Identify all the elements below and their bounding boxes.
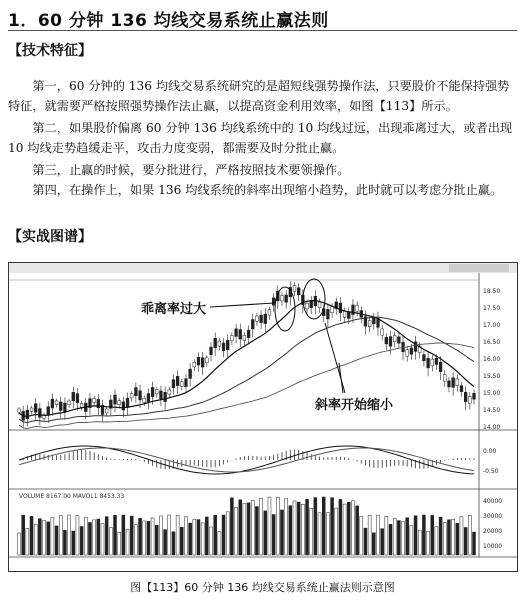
volume-bar [272,515,275,555]
volume-bar [322,497,325,555]
volume-axis-label: 20000 [483,528,503,535]
candle-body [310,301,313,308]
candle-body [122,402,125,410]
volume-bar [72,531,75,555]
volume-bar [243,503,246,555]
volume-panel [18,497,476,555]
stock-chart [8,262,518,572]
candle-body [297,288,300,295]
candle-body [272,298,275,305]
volume-bar [180,527,183,555]
candle-body [38,409,41,418]
volume-bar [331,498,334,555]
candle-body [201,358,204,367]
volume-bar [22,515,25,555]
candle-body [105,409,108,413]
annotation-slope: 斜率开始缩小 [315,398,394,413]
volume-bar [68,515,71,555]
candle-body [285,295,288,302]
candle-body [385,337,388,344]
volume-bar [456,523,459,555]
candle-body [239,330,242,339]
candle-body [397,337,400,343]
page-heading [8,6,329,31]
candle-body [435,358,438,364]
candle-body [326,309,329,319]
candle-body [222,343,225,351]
macd-panel [19,446,474,474]
volume-bar [26,528,29,555]
section-features-heading: 【技术特征】 [8,43,92,59]
candle-body [264,314,267,323]
candle-body [243,335,246,340]
volume-bar [164,530,167,555]
volume-bar [385,516,388,555]
volume-bar [372,533,375,555]
volume-bar [63,530,66,555]
candle-body [439,362,442,372]
candle-body [205,358,208,363]
volume-axis-label: 40000 [483,498,503,505]
candle-body [143,398,146,402]
heading-title: 60 分钟 136 均线交易系统止赢法则 [37,11,329,31]
candle-body [34,404,37,413]
volume-bar [230,498,233,555]
macd-axis-label: 0.00 [483,448,497,455]
volume-bar [389,524,392,555]
volume-bar [122,515,125,555]
paragraph-3: 第三，止赢的时候，要分批进行，严格按照技术要领操作。 [32,163,350,177]
volume-bar [197,520,200,555]
volume-bar [214,515,217,555]
candle-body [197,357,200,365]
volume-bar [118,532,121,555]
volume-bar [347,502,350,555]
volume-bar [247,503,250,555]
candle-body [214,338,217,347]
volume-bar [343,504,346,555]
candle-body [51,399,54,408]
volume-bar [151,518,154,555]
candle-body [448,381,451,387]
volume-bar [43,520,46,555]
volume-bar [88,522,91,555]
volume-bar [360,516,363,555]
volume-bar [402,522,405,555]
volume-bar [314,498,317,555]
volume-bar [406,518,409,555]
volume-bar [260,498,263,555]
candle-body [372,317,375,324]
candle-body [114,395,117,404]
volume-bar [143,521,146,555]
candle-body [160,391,163,399]
ma10-line [19,301,474,417]
candle-body [306,303,309,309]
volume-bar [414,516,417,555]
volume-axis-label: 10000 [483,543,503,550]
volume-bar [376,515,379,555]
annotation-deviation: 乖离率过大 [141,302,207,317]
volume-bar [168,515,171,555]
price-axis-label: 15.00 [483,390,501,397]
candle-body [293,286,296,292]
volume-bar [443,523,446,555]
volume-bar [393,518,396,555]
price-axis-label: 16.00 [483,356,501,363]
volume-bar [473,532,476,555]
volume-bar [326,513,329,555]
volume-bar [139,518,142,555]
volume-bar [210,527,213,555]
paragraph-4: 第四，在操作上，如果 136 均线系统的斜率出现缩小趋势，此时就可以考虑分批止赢。 [32,183,503,197]
candle-body [230,336,233,341]
volume-bar [468,515,471,555]
candle-body [368,321,371,327]
candle-body [423,355,426,361]
price-panel [18,281,476,428]
volume-bar [193,519,196,555]
candle-body [410,348,413,354]
volume-bar [205,517,208,555]
volume-bar [189,523,192,555]
volume-bar [301,504,304,555]
volume-bar [251,500,254,555]
volume-bar [306,499,309,555]
candle-body [389,337,392,347]
stock-chart-svg [9,263,517,571]
volume-bar [222,515,225,555]
candle-body [247,330,250,338]
volume-bar [84,517,87,555]
price-axis-label: 15.50 [483,373,501,380]
candle-body [47,407,50,416]
deviation-arrow [210,303,274,307]
volume-bar [427,531,430,555]
volume-bar [130,516,133,555]
candle-body [68,401,71,405]
candle-body [452,378,455,388]
candle-body [139,391,142,400]
volume-bar [30,516,33,555]
candle-body [260,315,263,322]
paragraph-2: 第二，如果股价偏离 60 分钟 136 均线系统中的 10 均线过远，出现乖离过大，或者出现 10 均线走势趋缓走平，攻击力度变弱，都需要及时分批止赢。 [8,121,513,155]
price-axis-label: 17.00 [483,322,501,329]
candle-body [393,336,396,342]
candle-body [172,380,175,388]
candle-body [473,393,476,399]
volume-bar [297,502,300,555]
candle-body [130,394,133,398]
candle-body [126,398,129,407]
volume-bar [147,521,150,555]
candle-body [59,402,62,411]
volume-bar [38,519,41,555]
volume-bar [47,522,50,555]
price-axis-label: 17.50 [483,305,501,312]
candle-body [118,401,121,405]
volume-bar [80,527,83,555]
candle-body [468,397,471,404]
candle-body [193,362,196,367]
section-chart-heading: 【实战图谱】 [8,229,92,245]
volume-bar [280,510,283,555]
candle-body [93,399,96,403]
volume-bar [276,497,279,555]
volume-bar [356,506,359,555]
volume-bar [97,519,100,555]
candle-body [72,392,75,400]
candle-body [406,350,409,356]
volume-bar [368,515,371,555]
volume-bar [176,515,179,555]
volume-bar [422,515,425,555]
candle-body [155,389,158,393]
volume-bar [134,525,137,555]
candle-body [210,347,213,355]
candle-body [431,359,434,366]
candle-body [456,379,459,386]
candle-body [64,403,67,412]
candle-body [464,392,467,402]
candle-body [318,302,321,308]
heading-rule [8,30,517,31]
candle-body [189,369,192,378]
volume-bar [435,527,438,555]
heading-number: 1． [8,11,38,31]
candle-body [347,312,350,319]
candle-body [147,394,150,402]
volume-bar [255,507,258,555]
volume-bar [351,501,354,555]
volume-bar [172,532,175,555]
volume-bar [285,499,288,555]
candle-body [381,329,384,335]
candle-body [443,374,446,381]
volume-bar [55,526,58,555]
candle-body [256,316,259,321]
volume-bar [93,520,96,555]
volume-bar [126,529,129,555]
volume-bar [218,532,221,555]
volume-bar [264,511,267,555]
volume-bar [184,517,187,555]
volume-bar [464,527,467,555]
candle-body [331,307,334,313]
volume-bar [410,526,413,555]
candle-body [281,296,284,301]
volume-bar [109,528,112,555]
candle-body [356,305,359,311]
candle-body [460,386,463,392]
candle-body [235,329,238,337]
volume-bar [268,497,271,555]
axis-labels [483,288,502,550]
volume-bar [447,520,450,555]
candle-body [76,394,79,403]
price-axis-label: 14.50 [483,407,501,414]
volume-bar [105,517,108,555]
volume-bar [293,501,296,555]
macd-axis-label: -0.50 [483,468,499,475]
volume-axis-label: 30000 [483,513,503,520]
chart-toolbar-buttons [449,264,509,272]
volume-bar [335,508,338,555]
volume-bar [310,508,313,555]
candle-body [164,392,167,401]
volume-bar [76,516,79,555]
candle-body [176,376,179,385]
candle-body [134,388,137,396]
candle-body [30,408,33,411]
volume-bar [114,515,117,555]
candle-body [268,310,271,315]
candle-body [218,341,221,346]
candle-body [185,379,188,387]
candle-body [339,303,342,313]
candle-body [226,340,229,349]
candle-body [168,390,171,394]
macd-dif-line [19,446,474,474]
volume-bar [226,512,229,555]
candle-body [80,404,83,408]
macd-dea-line [19,448,474,472]
volume-bar [101,523,104,555]
candle-body [427,358,430,368]
paragraph-1: 第一，60 分钟的 136 均线交易系统研究的是超短线强势操作法，只要股价不能保持强势特征，就需要严格按照强势操作法止赢，以提高资金利用效率，如图【113】所示。 [8,79,510,113]
volume-bar [155,525,158,555]
price-axis-label: 16.50 [483,339,501,346]
volume-bar [439,517,442,555]
volume-bar [239,500,242,555]
slope-pointer-2 [339,363,343,393]
volume-bar [235,507,238,555]
candle-body [180,382,183,387]
volume-bar [51,518,54,555]
volume-bar [452,519,455,555]
candle-body [26,410,29,419]
candle-body [18,409,21,412]
candle-body [55,401,58,405]
volume-bar [18,533,21,555]
volume-bar [159,516,162,555]
volume-bar [418,530,421,555]
volume-bar [59,516,62,555]
price-axis-label: 18.50 [483,288,501,295]
volume-bar [34,524,37,555]
volume-bar [318,513,321,555]
candle-body [251,320,254,329]
volume-bar [289,506,292,555]
volume-bar [364,528,367,555]
price-axis-label: 14.00 [483,424,501,431]
volume-legend: VOLUME 8167.00 MAVOL1 8453.33 [19,493,125,500]
volume-bar [339,499,342,555]
figure-caption: 图【113】60 分钟 136 均线交易系统止赢法则示意图 [130,581,395,594]
volume-bar [201,523,204,555]
candle-body [151,387,154,396]
volume-bar [431,515,434,555]
candle-body [343,311,346,317]
volume-bar [397,521,400,555]
volume-bar [460,517,463,555]
chart-toolbar [9,263,517,273]
volume-bar [381,529,384,555]
